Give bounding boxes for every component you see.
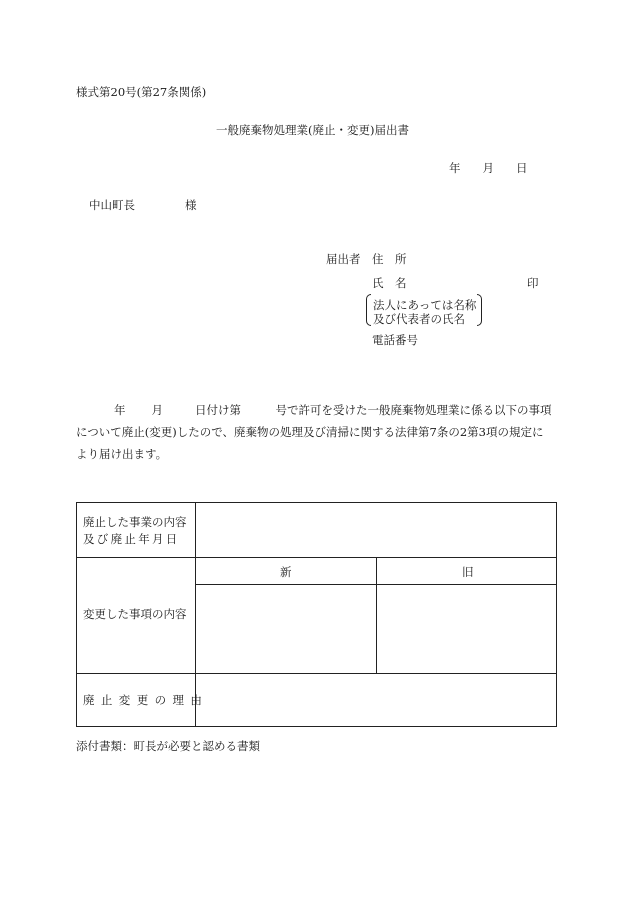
- name-label: 氏 名: [372, 276, 407, 290]
- table-divider: [376, 557, 377, 673]
- corporation-note: [366, 294, 482, 324]
- details-table: [76, 502, 557, 727]
- body-line1-rest: 日付け第 号で許可を受けた一般廃棄物処理業に係る以下の事項: [195, 403, 552, 417]
- corporation-note-line2: 及び代表者の氏名: [373, 312, 465, 326]
- document-title: 一般廃棄物処理業(廃止・変更)届出書: [216, 123, 409, 137]
- corporation-note-line1: 法人にあっては名称: [373, 298, 477, 312]
- discontinued-business-label: 廃止した事業の内容: [83, 515, 187, 529]
- addressee: [89, 200, 197, 212]
- addressee-honorific: 様: [185, 198, 197, 212]
- body-line-3: より届け出ます。: [76, 447, 168, 461]
- reason-label: 廃止変更の理由: [83, 693, 209, 707]
- seal-label: 印: [527, 276, 539, 290]
- date-line: [449, 163, 528, 175]
- attachment-note: 添付書類：町長が必要と認める書類: [76, 739, 260, 753]
- phone-label: 電話番号: [372, 333, 418, 347]
- body-line-1: [76, 399, 558, 421]
- body-year: 年: [114, 403, 126, 417]
- applicant-label: 届出者: [326, 252, 361, 266]
- old-column-header: 旧: [462, 565, 474, 579]
- addressee-name: 中山町長: [89, 198, 135, 212]
- table-divider: [77, 673, 556, 674]
- body-line-2: について廃止(変更)したので、廃棄物の処理及び清掃に関する法律第7条の2第3項の規定に: [76, 425, 544, 439]
- table-divider: [77, 557, 556, 558]
- discontinued-date-label: 及び廃止年月日: [83, 532, 180, 546]
- body-month: 月: [151, 403, 163, 417]
- right-bracket: [477, 294, 482, 326]
- month-label: 月: [482, 161, 494, 175]
- new-column-header: 新: [280, 565, 292, 579]
- notification-body: [76, 399, 558, 465]
- day-label: 日: [516, 161, 528, 175]
- year-label: 年: [449, 161, 461, 175]
- form-number: 様式第20号(第27条関係): [76, 85, 207, 99]
- changed-items-label: 変更した事項の内容: [83, 607, 187, 621]
- address-label: 住 所: [372, 252, 407, 266]
- left-bracket: [366, 294, 371, 326]
